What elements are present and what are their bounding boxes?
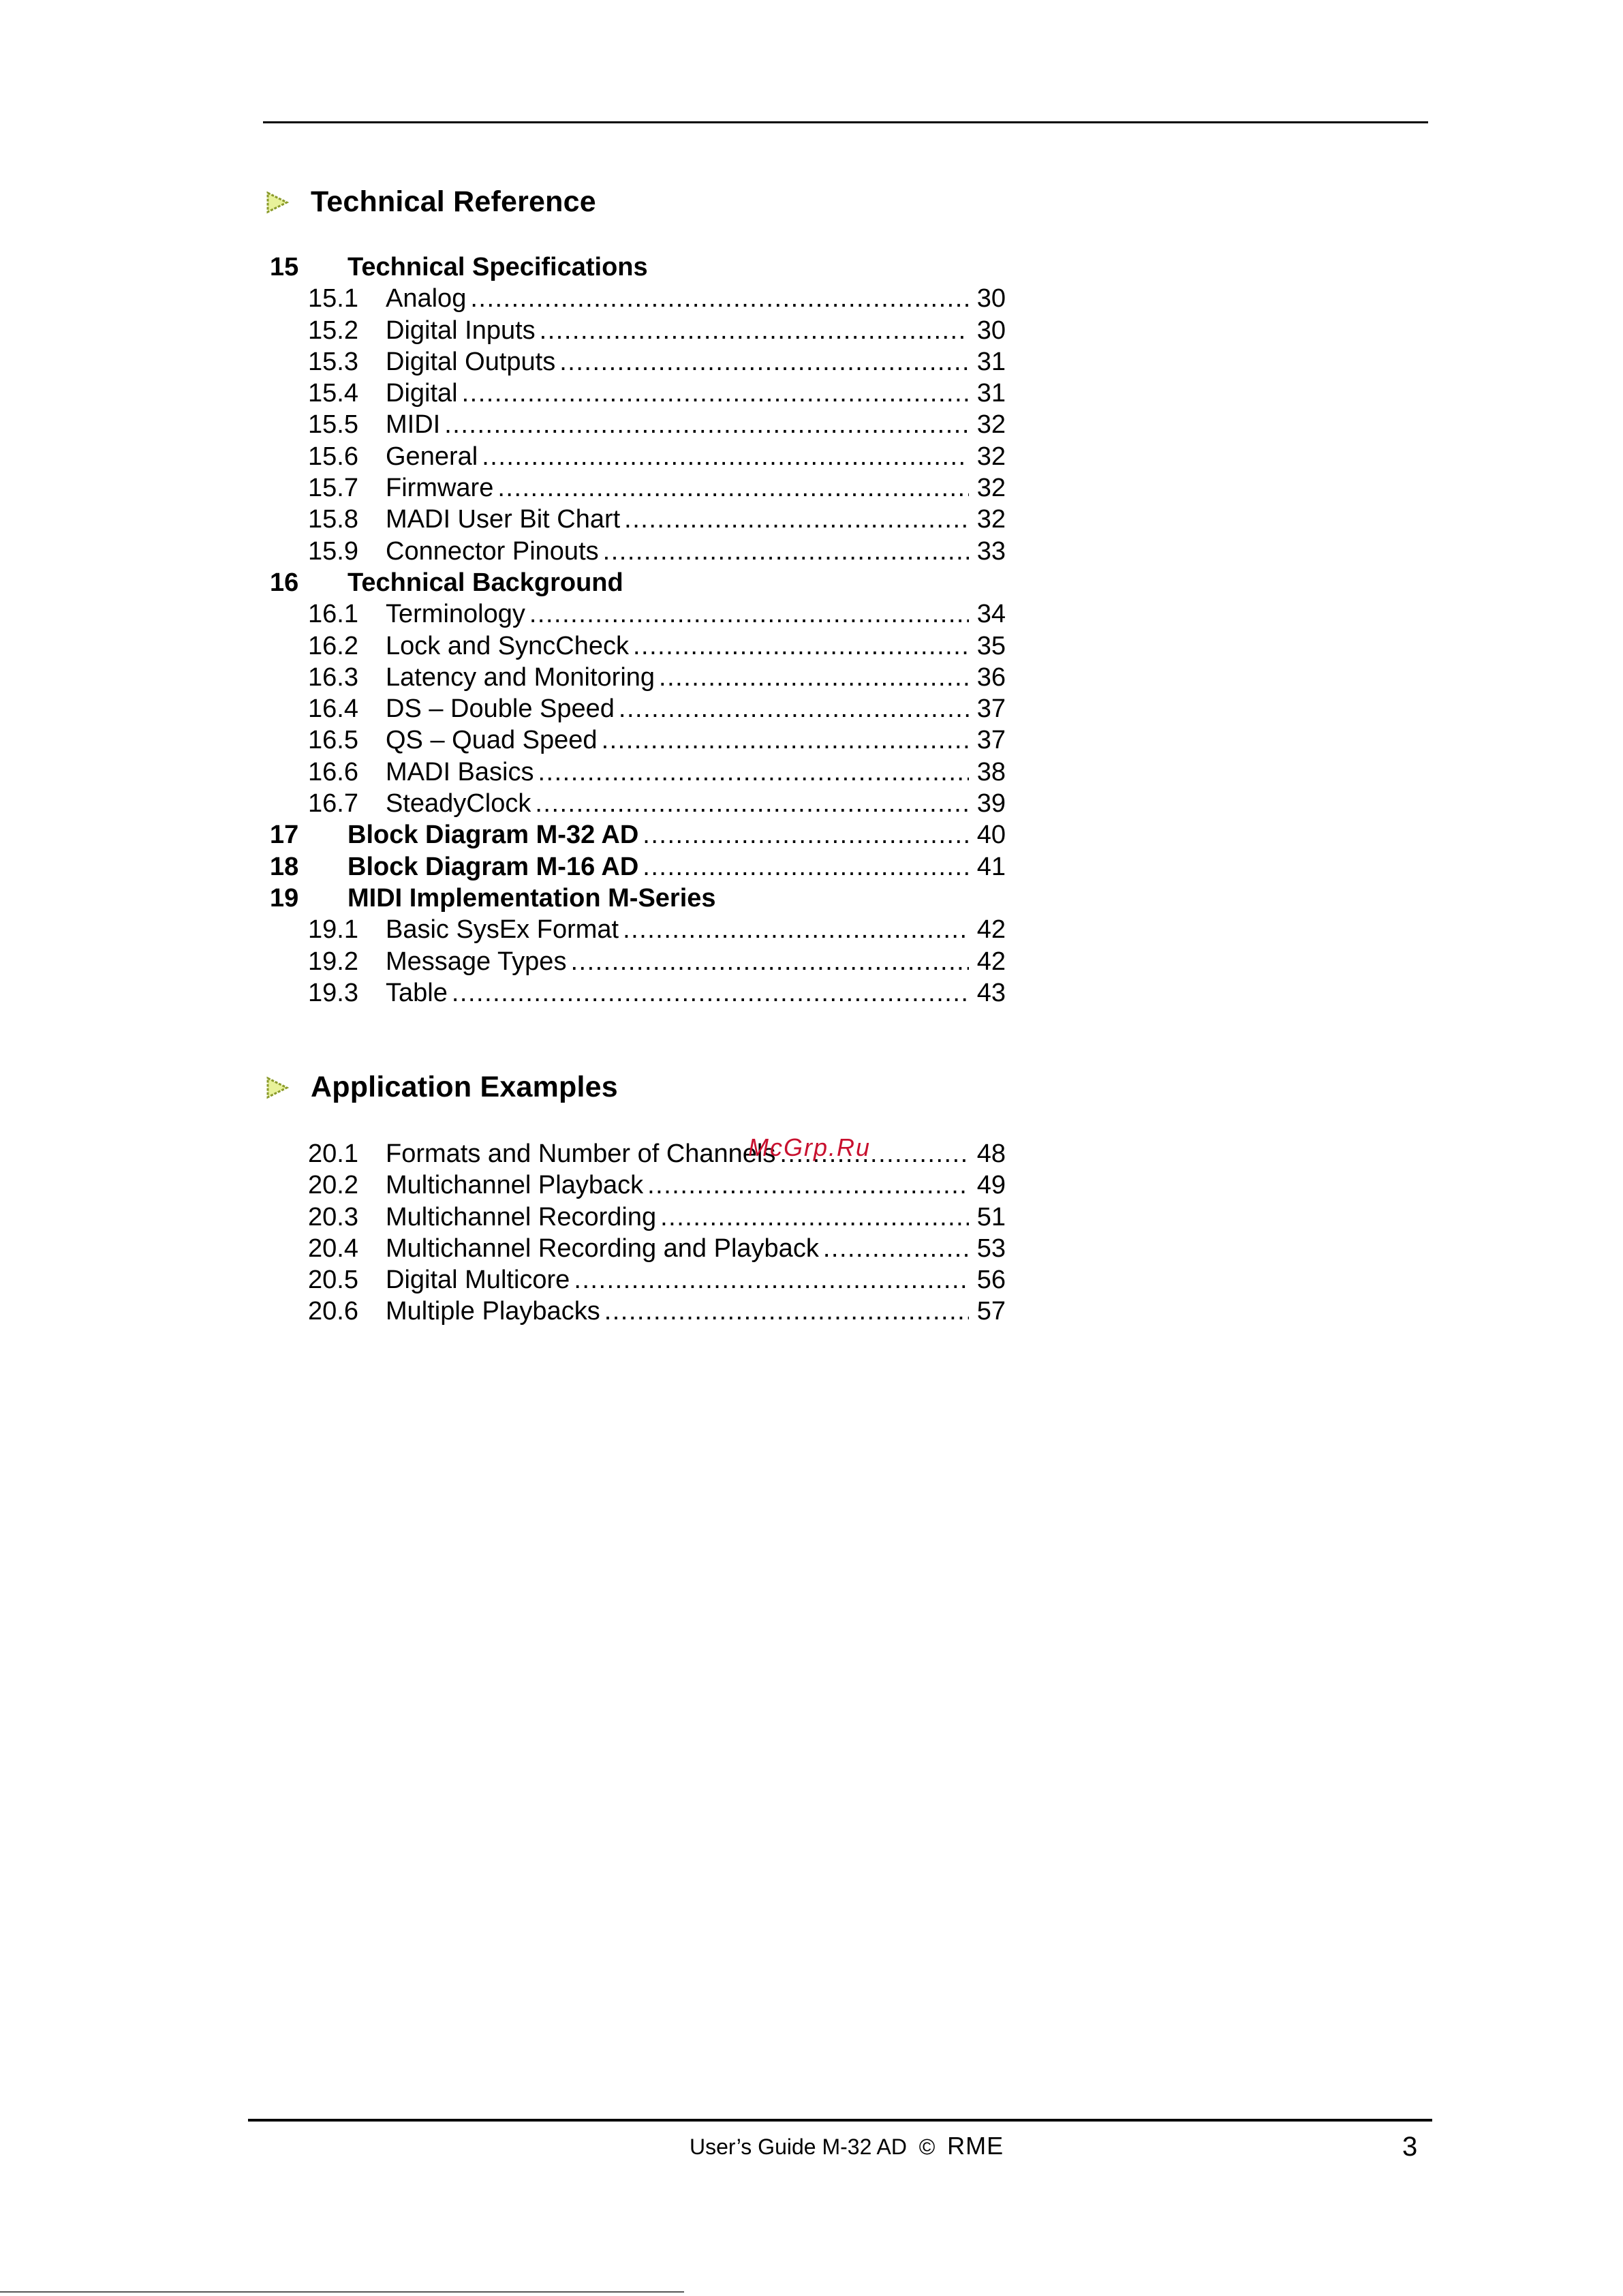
- dot-leader: [538, 756, 969, 788]
- scan-edge-line: [0, 2291, 684, 2293]
- toc-entry-page: 32: [976, 474, 1006, 503]
- toc-entry-page: 34: [976, 600, 1006, 629]
- section-title: Application Examples: [311, 1071, 618, 1103]
- toc-entry-page: 32: [976, 505, 1006, 534]
- toc-entry-label: DS – Double Speed: [386, 694, 615, 724]
- toc-entry-number: 16.7: [308, 789, 358, 818]
- toc-entry-label: Lock and SyncCheck: [386, 631, 629, 660]
- toc-entry[interactable]: [270, 977, 1006, 1009]
- dot-leader: [604, 1296, 969, 1327]
- toc-entry-page: 30: [976, 284, 1006, 313]
- dot-leader: [643, 851, 969, 883]
- toc-entry-label: Technical Background: [347, 568, 623, 597]
- toc-entry-label: Multiple Playbacks: [386, 1297, 600, 1326]
- toc-entry-label: Technical Specifications: [347, 253, 648, 281]
- dot-leader: [602, 724, 969, 756]
- toc-entry-label: Analog: [386, 284, 467, 313]
- toc-entry-number: 20.6: [308, 1297, 358, 1326]
- toc-entry-number: 15.5: [308, 410, 358, 440]
- toc-entry-number: 16.6: [308, 757, 358, 786]
- toc-entry-label: Multichannel Recording and Playback: [386, 1234, 819, 1263]
- toc-entry[interactable]: [270, 630, 1006, 662]
- toc-entry-page: 49: [976, 1171, 1006, 1200]
- toc-chapter-entry[interactable]: [270, 883, 1006, 914]
- toc-entry-number: 15.9: [308, 536, 358, 566]
- toc-entry-number: 16.2: [308, 631, 358, 660]
- toc-entry-number: 15.1: [308, 284, 358, 313]
- toc-entry[interactable]: [270, 693, 1006, 724]
- toc-entry-label: Table: [386, 978, 448, 1007]
- toc-entry-page: 35: [976, 631, 1006, 660]
- toc-entry-page: 36: [976, 662, 1006, 692]
- watermark: McGrp.Ru: [748, 1133, 871, 1161]
- section-title: Technical Reference: [311, 185, 596, 218]
- toc-entry-page: 41: [976, 852, 1006, 881]
- toc-entry-label: General: [386, 442, 478, 471]
- footer-guide: User’s Guide M-32 AD: [690, 2134, 907, 2159]
- dot-leader: [633, 630, 969, 662]
- toc-entry-page: 39: [976, 789, 1006, 818]
- toc-entry-page: 31: [976, 347, 1006, 376]
- toc-entry-page: 42: [976, 915, 1006, 945]
- dot-leader: [603, 536, 969, 567]
- footer-brand-logo: RME: [947, 2132, 1004, 2160]
- toc-entry-page: 32: [976, 410, 1006, 440]
- toc-entry-number: 15.7: [308, 474, 358, 503]
- toc-entry[interactable]: [270, 598, 1006, 630]
- toc-entry[interactable]: [270, 536, 1006, 567]
- toc-entry-page: 42: [976, 947, 1006, 976]
- dot-leader: [647, 1169, 969, 1201]
- toc-entry-number: 20.3: [308, 1202, 358, 1231]
- toc-entry-label: MADI Basics: [386, 757, 534, 786]
- footer-copyright: ©: [918, 2134, 936, 2159]
- toc-entry-label: MIDI: [386, 410, 441, 440]
- toc-entry-label: SteadyClock: [386, 789, 531, 818]
- toc-entry[interactable]: [270, 378, 1006, 409]
- dot-leader: [452, 977, 969, 1009]
- toc-entry-number: 20.4: [308, 1234, 358, 1263]
- toc-chapter-entry[interactable]: [270, 567, 1006, 598]
- toc-entry-number: 16: [270, 568, 299, 597]
- toc-entry-number: 15.2: [308, 316, 358, 345]
- toc-entry-number: 19.2: [308, 947, 358, 976]
- dot-leader: [659, 662, 969, 693]
- toc-entry-label: Multichannel Playback: [386, 1171, 644, 1200]
- toc-entry-page: 56: [976, 1266, 1006, 1295]
- page-number: 3: [1402, 2132, 1418, 2162]
- toc-entry[interactable]: [270, 346, 1006, 378]
- toc-entry[interactable]: [270, 504, 1006, 535]
- toc-entry[interactable]: [270, 946, 1006, 977]
- toc-entry-number: 19.1: [308, 915, 358, 945]
- toc-entry[interactable]: [270, 441, 1006, 472]
- toc-entry-label: QS – Quad Speed: [386, 726, 598, 755]
- toc-entry-number: 17: [270, 821, 299, 850]
- toc-entry[interactable]: [270, 1201, 1006, 1233]
- toc-entry-label: Latency and Monitoring: [386, 662, 655, 692]
- dot-leader: [497, 472, 969, 504]
- dot-leader: [570, 946, 969, 977]
- toc-entry-label: Basic SysEx Format: [386, 915, 619, 945]
- dot-leader: [823, 1233, 969, 1264]
- toc-entry-number: 15.4: [308, 379, 358, 408]
- toc-chapter-entry[interactable]: [270, 851, 1006, 883]
- dot-leader: [482, 441, 969, 472]
- toc-entry-page: 33: [976, 536, 1006, 566]
- toc-entry-number: 16.3: [308, 662, 358, 692]
- toc-chapter-entry[interactable]: [270, 819, 1006, 851]
- toc-entry-number: 15: [270, 253, 299, 281]
- toc-entry-number: 15.8: [308, 505, 358, 534]
- toc-entry-label: Connector Pinouts: [386, 536, 599, 566]
- toc-entry[interactable]: [270, 788, 1006, 819]
- toc-entry-label: Block Diagram M-16 AD: [347, 852, 639, 881]
- toc-entry-number: 16.1: [308, 600, 358, 629]
- toc-entry-page: 51: [976, 1202, 1006, 1231]
- toc-entry[interactable]: [270, 756, 1006, 788]
- toc-chapter-entry[interactable]: [270, 251, 1006, 283]
- dot-leader: [559, 346, 969, 378]
- header-rule: [263, 121, 1428, 123]
- toc-entry-label: Multichannel Recording: [386, 1202, 657, 1231]
- dot-leader: [535, 788, 969, 819]
- toc-entry[interactable]: [270, 1138, 1006, 1169]
- toc-entry[interactable]: [270, 1233, 1006, 1264]
- toc-entry-label: MADI User Bit Chart: [386, 505, 621, 534]
- toc-entry-number: 19: [270, 883, 299, 913]
- toc-entry-page: 32: [976, 442, 1006, 471]
- section-heading-application-examples: [266, 1071, 618, 1104]
- toc-entry-label: Block Diagram M-32 AD: [347, 821, 639, 850]
- toc-entry[interactable]: [270, 283, 1006, 314]
- toc-entry-page: 48: [976, 1139, 1006, 1168]
- dot-leader: [619, 693, 969, 724]
- toc-entry-label: Digital Multicore: [386, 1266, 570, 1295]
- toc-entry-label: MIDI Implementation M-Series: [347, 883, 716, 913]
- triangle-arrow-icon: [266, 1076, 289, 1099]
- dot-leader: [623, 914, 969, 945]
- toc-entry-number: 18: [270, 852, 299, 881]
- dot-leader: [624, 504, 969, 535]
- toc-entry[interactable]: [270, 1169, 1006, 1201]
- dot-leader: [529, 598, 969, 630]
- toc-entry-page: 37: [976, 694, 1006, 724]
- dot-leader: [444, 409, 969, 440]
- toc-entry-page: 37: [976, 726, 1006, 755]
- toc-entry[interactable]: [270, 315, 1006, 346]
- toc-entry-page: 31: [976, 379, 1006, 408]
- toc-entry[interactable]: [270, 1296, 1006, 1327]
- toc-list-technical-reference: [270, 251, 1006, 1009]
- toc-entry-label: Terminology: [386, 600, 525, 629]
- toc-entry-number: 15.3: [308, 347, 358, 376]
- toc-entry-number: 19.3: [308, 978, 358, 1007]
- toc-entry-page: 53: [976, 1234, 1006, 1263]
- toc-entry[interactable]: [270, 662, 1006, 693]
- toc-entry-label: Message Types: [386, 947, 567, 976]
- toc-entry-page: 57: [976, 1297, 1006, 1326]
- toc-entry[interactable]: [270, 724, 1006, 756]
- toc-entry-page: 30: [976, 316, 1006, 345]
- toc-entry-number: 16.5: [308, 726, 358, 755]
- dot-leader: [643, 819, 969, 851]
- toc-entry-number: 15.6: [308, 442, 358, 471]
- toc-entry[interactable]: [270, 409, 1006, 440]
- toc-entry-page: 38: [976, 757, 1006, 786]
- toc-entry[interactable]: [270, 1264, 1006, 1296]
- toc-entry-label: Digital Outputs: [386, 347, 556, 376]
- toc-entry-number: 20.1: [308, 1139, 358, 1168]
- toc-entry-number: 20.2: [308, 1171, 358, 1200]
- toc-entry-label: Formats and Number of Channels: [386, 1139, 776, 1168]
- dot-leader: [540, 315, 969, 346]
- dot-leader: [470, 283, 969, 314]
- toc-entry-number: 16.4: [308, 694, 358, 724]
- toc-entry-label: Firmware: [386, 474, 494, 503]
- triangle-arrow-icon: [266, 191, 289, 214]
- toc-entry-page: 40: [976, 821, 1006, 850]
- toc-entry-label: Digital Inputs: [386, 316, 536, 345]
- toc-entry-label: Digital: [386, 379, 458, 408]
- dot-leader: [462, 378, 969, 409]
- section-heading-technical-reference: [266, 185, 596, 219]
- dot-leader: [660, 1201, 969, 1233]
- toc-entry-page: 43: [976, 978, 1006, 1007]
- toc-entry-number: 20.5: [308, 1266, 358, 1295]
- dot-leader: [574, 1264, 969, 1296]
- toc-list-application-examples: [270, 1138, 1006, 1328]
- toc-entry[interactable]: [270, 914, 1006, 945]
- footer-guide-title: [690, 2132, 1004, 2160]
- toc-entry[interactable]: [270, 472, 1006, 504]
- footer-rule: [248, 2119, 1432, 2122]
